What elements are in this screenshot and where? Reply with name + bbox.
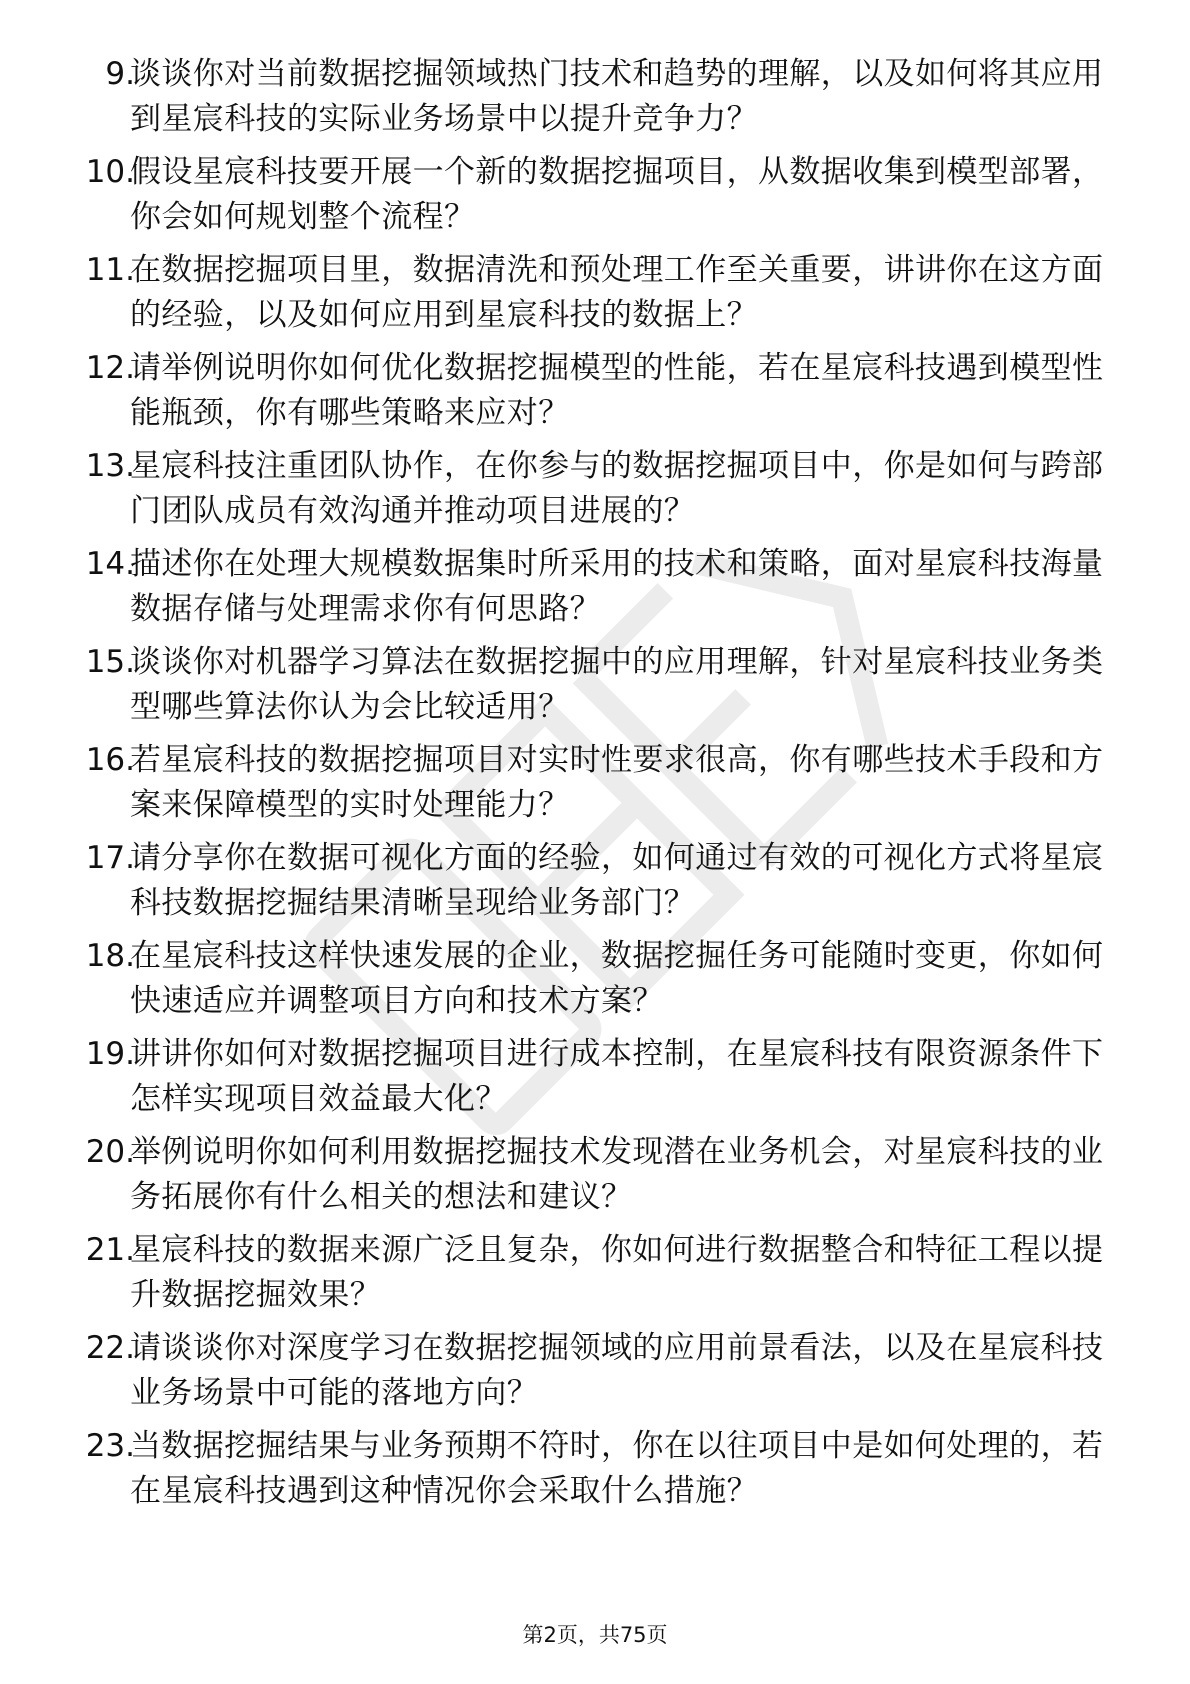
question-number: 15. <box>85 644 135 680</box>
question-item <box>0 1130 1190 1228</box>
question-text: 星宸科技的数据来源广泛且复杂，你如何进行数据整合和特征工程以提升数据挖掘效果？ <box>130 1232 1104 1313</box>
question-text: 若星宸科技的数据挖掘项目对实时性要求很高，你有哪些技术手段和方案来保障模型的实时处理能力？ <box>130 742 1104 823</box>
question-text: 请分享你在数据可视化方面的经验，如何通过有效的可视化方式将星宸科技数据挖掘结果清晰呈现给业务部门？ <box>130 840 1104 921</box>
question-number: 13. <box>85 448 135 484</box>
page-footer <box>0 1620 1190 1650</box>
question-item <box>0 346 1190 444</box>
question-number: 23. <box>85 1428 135 1464</box>
question-text: 描述你在处理大规模数据集时所采用的技术和策略，面对星宸科技海量数据存储与处理需求你有何思路？ <box>130 546 1104 627</box>
question-number: 17. <box>85 840 135 876</box>
question-number: 19. <box>85 1036 135 1072</box>
question-number: 10. <box>85 154 135 190</box>
question-number: 11. <box>85 252 135 288</box>
question-text: 假设星宸科技要开展一个新的数据挖掘项目，从数据收集到模型部署，你会如何规划整个流程？ <box>130 154 1104 235</box>
question-number: 12. <box>85 350 135 386</box>
question-text: 在星宸科技这样快速发展的企业，数据挖掘任务可能随时变更，你如何快速适应并调整项目方向和技术方案？ <box>130 938 1104 1019</box>
question-text: 星宸科技注重团队协作，在你参与的数据挖掘项目中，你是如何与跨部门团队成员有效沟通并推动项目进展的？ <box>130 448 1104 529</box>
question-text: 请谈谈你对深度学习在数据挖掘领域的应用前景看法，以及在星宸科技业务场景中可能的落地方向？ <box>130 1330 1104 1411</box>
question-item <box>0 444 1190 542</box>
question-item <box>0 1032 1190 1130</box>
question-text: 请举例说明你如何优化数据挖掘模型的性能，若在星宸科技遇到模型性能瓶颈，你有哪些策略来应对？ <box>130 350 1104 431</box>
question-text: 在数据挖掘项目里，数据清洗和预处理工作至关重要，讲讲你在这方面的经验，以及如何应用到星宸科技的数据上？ <box>130 252 1104 333</box>
question-item <box>0 836 1190 934</box>
question-item <box>0 1424 1190 1522</box>
question-item <box>0 150 1190 248</box>
question-text: 讲讲你如何对数据挖掘项目进行成本控制，在星宸科技有限资源条件下怎样实现项目效益最大化？ <box>130 1036 1104 1117</box>
question-number: 14. <box>85 546 135 582</box>
question-item <box>0 542 1190 640</box>
page-number-label: 第2页，共75页 <box>522 1623 668 1647</box>
question-item <box>0 52 1190 150</box>
question-text: 举例说明你如何利用数据挖掘技术发现潜在业务机会，对星宸科技的业务拓展你有什么相关的想法和建议？ <box>130 1134 1104 1215</box>
question-item <box>0 1326 1190 1424</box>
question-number: 9. <box>105 56 135 92</box>
question-number: 21. <box>85 1232 135 1268</box>
question-number: 18. <box>85 938 135 974</box>
question-text: 当数据挖掘结果与业务预期不符时，你在以往项目中是如何处理的，若在星宸科技遇到这种情况你会采取什么措施？ <box>130 1428 1104 1509</box>
question-text: 谈谈你对机器学习算法在数据挖掘中的应用理解，针对星宸科技业务类型哪些算法你认为会比较适用？ <box>130 644 1104 725</box>
question-item <box>0 1228 1190 1326</box>
question-item <box>0 738 1190 836</box>
question-item <box>0 934 1190 1032</box>
question-list <box>0 52 1190 1522</box>
question-item <box>0 640 1190 738</box>
question-number: 16. <box>85 742 135 778</box>
question-number: 22. <box>85 1330 135 1366</box>
question-number: 20. <box>85 1134 135 1170</box>
question-text: 谈谈你对当前数据挖掘领域热门技术和趋势的理解，以及如何将其应用到星宸科技的实际业务场景中以提升竞争力？ <box>130 56 1104 137</box>
question-item <box>0 248 1190 346</box>
